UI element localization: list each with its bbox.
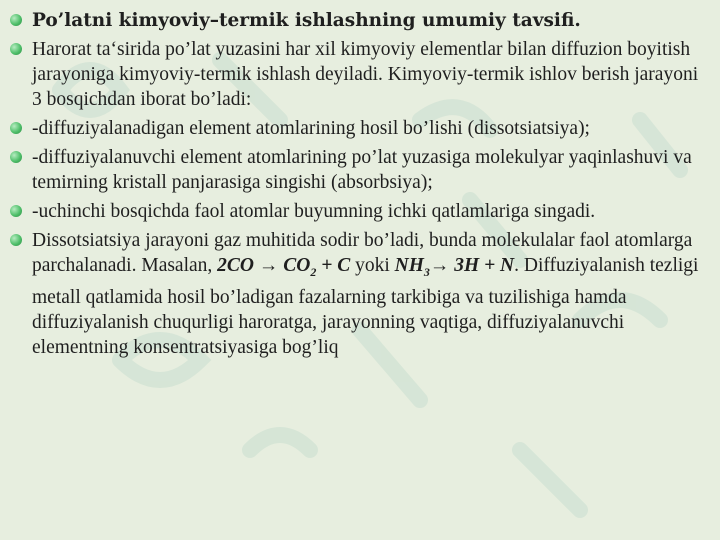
step-3-text: -uchinchi bosqichda faol atomlar buyumning ichki qatlamlariga singadi. [32,201,596,222]
step-1-text: -diffuziyalanadigan element atomlarining hosil bo’lishi (dissotsiatsiya); [32,118,590,139]
bullet-icon [10,205,22,217]
paragraph-5-text-b: yoki [350,255,395,276]
slide-content [8,8,712,364]
paragraph-1-text: Harorat ta‘sirida po’lat yuzasini har xil kimyoviy elementlar bilan diffuzion boyitish jarayoniga kimyoviy-termik ishlash deyiladi. Kimyoviy-termik ishlov berish jarayoni 3 bosqichdan iborat bo’ladi: [32,39,699,110]
step-3 [8,199,712,224]
title-item [8,8,712,33]
bullet-icon [10,14,22,26]
bullet-icon [10,43,22,55]
bullet-icon [10,151,22,163]
formula-nh3: $NH_3\to 3H + N$ [394,255,515,279]
step-1 [8,116,712,141]
paragraph-5-text-a: Dissotsiatsiya jarayoni gaz muhitida sodir bo’ladi, bunda molekulalar faol atomlarga parchalanadi. Masalan, [32,230,693,276]
bullet-icon [10,122,22,134]
step-2-text: -diffuziyalanuvchi element atomlarining po’lat yuzasiga molekulyar yaqinlashuvi va temirning kristall panjarasiga singishi (absorbsiya); [32,147,692,193]
paragraph-5 [8,228,712,360]
paragraph-5-text-c: . Diffuziyalanish tezligi metall qatlamida hosil bo’ladigan fazalarning tarkibiga va tuzilishiga hamda diffuziyalanish chuqurligi haroratga, jarayonning vaqtiga, diffuziyalanuvchi elementning konsentratsiyasiga bog’liq [32,255,699,358]
paragraph-1 [8,37,712,112]
step-2 [8,145,712,195]
slide-title: Po’latni kimyoviy–termik ishlashning umumiy tavsifi. [32,10,581,31]
bullet-icon [10,234,22,246]
formula-co: $2CO \to CO_2 + C$ [217,255,351,279]
